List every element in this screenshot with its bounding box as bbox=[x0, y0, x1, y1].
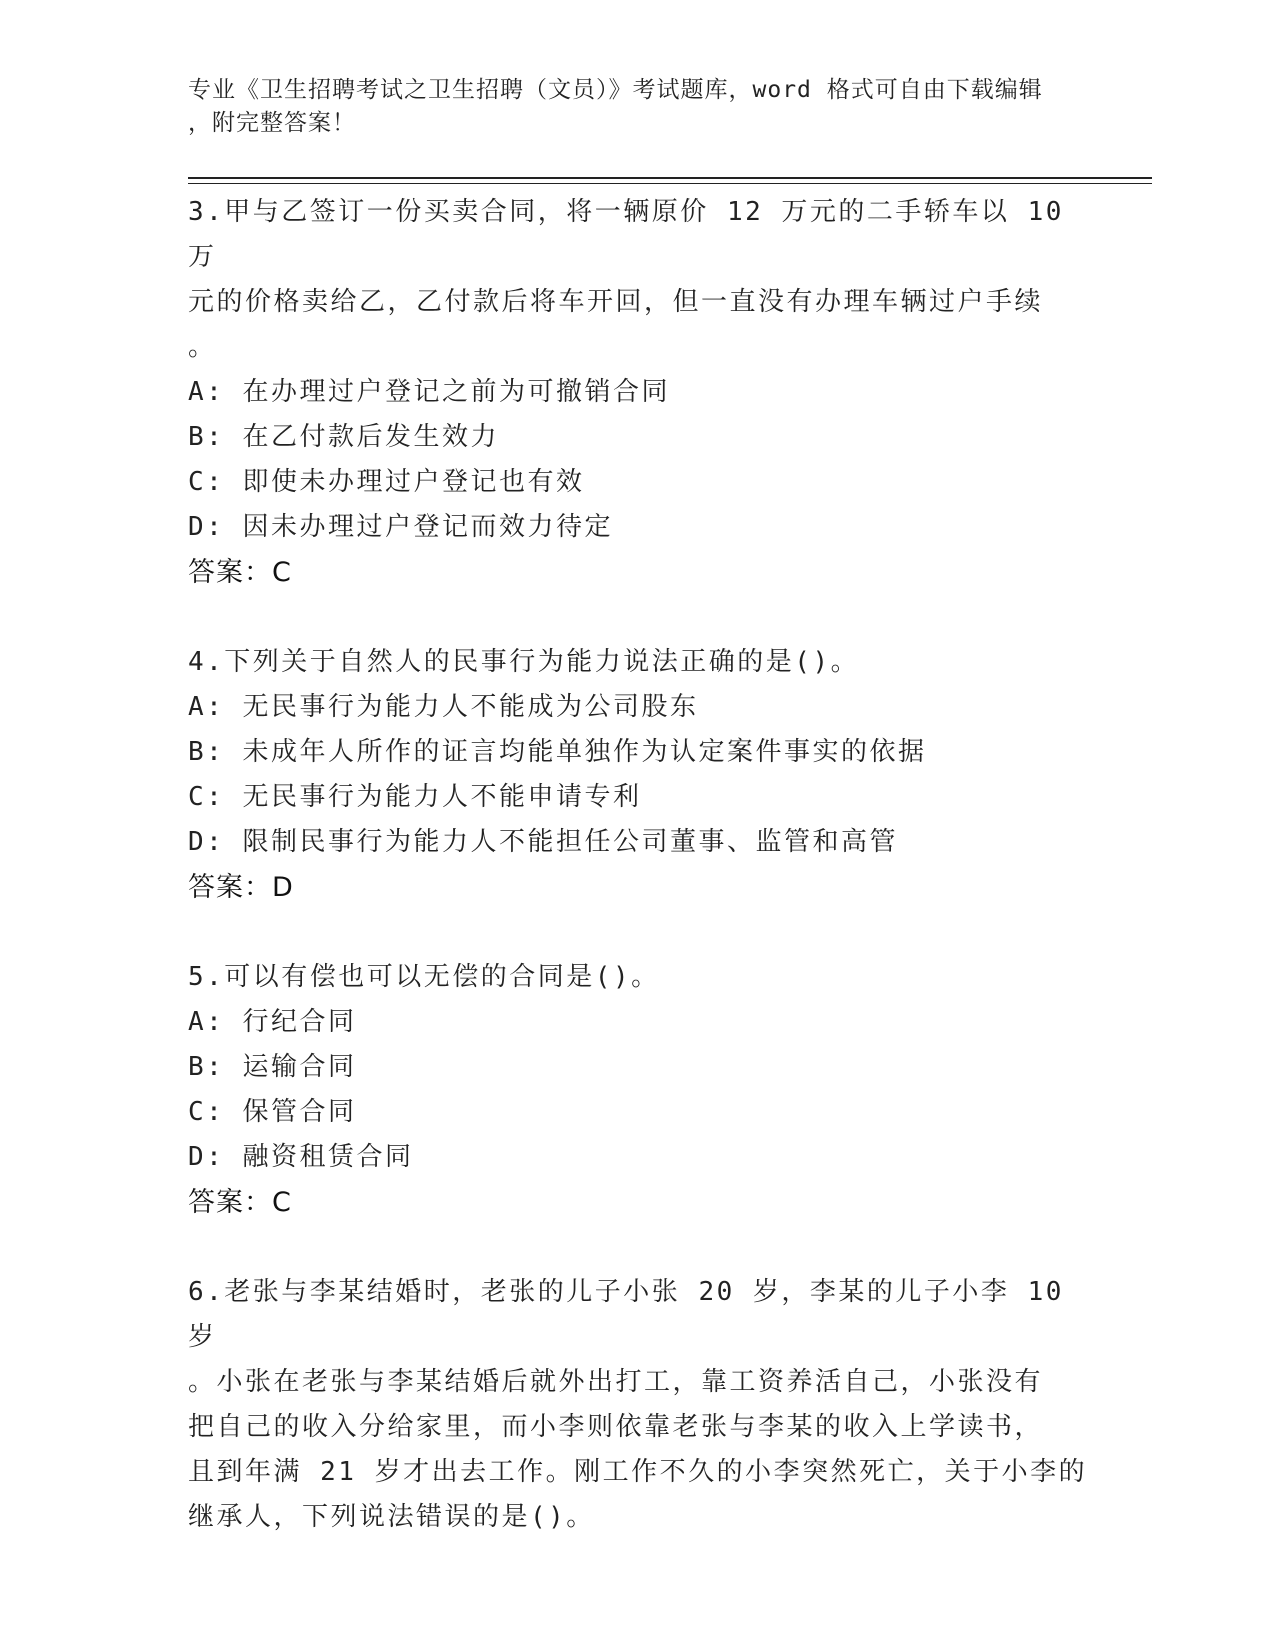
option-b: B: 未成年人所作的证言均能单独作为认定案件事实的依据 bbox=[188, 737, 927, 767]
option-c: C: 即使未办理过户登记也有效 bbox=[188, 467, 585, 497]
option-c: C: 无民事行为能力人不能申请专利 bbox=[188, 782, 642, 812]
question-text-line: 3.甲与乙签订一份买卖合同，将一辆原价 12 万元的二手轿车以 10 万 bbox=[188, 197, 1064, 272]
question-text-line: 继承人，下列说法错误的是()。 bbox=[188, 1502, 595, 1532]
question-6 bbox=[188, 1270, 1088, 1540]
option-a: A: 在办理过户登记之前为可撤销合同 bbox=[188, 377, 670, 407]
question-list bbox=[188, 190, 1088, 1584]
option-c: C: 保管合同 bbox=[188, 1097, 357, 1127]
option-a: A: 行纪合同 bbox=[188, 1007, 357, 1037]
answer: 答案：C bbox=[188, 1187, 292, 1218]
header-rule-thick bbox=[188, 177, 1152, 179]
question-text-line: 且到年满 21 岁才出去工作。刚工作不久的小李突然死亡，关于小李的 bbox=[188, 1457, 1088, 1487]
header-line-1: 专业《卫生招聘考试之卫生招聘（文员）》考试题库，word 格式可自由下载编辑 bbox=[188, 77, 1043, 103]
question-4 bbox=[188, 640, 1088, 911]
question-3 bbox=[188, 190, 1088, 596]
option-b: B: 在乙付款后发生效力 bbox=[188, 422, 499, 452]
question-text-line: 元的价格卖给乙，乙付款后将车开回，但一直没有办理车辆过户手续 bbox=[188, 287, 1044, 317]
question-text-line: 。小张在老张与李某结婚后就外出打工，靠工资养活自己，小张没有 bbox=[188, 1367, 1044, 1397]
answer: 答案：C bbox=[188, 557, 292, 588]
question-text-line: 。 bbox=[188, 332, 217, 362]
option-b: B: 运输合同 bbox=[188, 1052, 357, 1082]
option-d: D: 因未办理过户登记而效力待定 bbox=[188, 512, 613, 542]
question-text-line: 把自己的收入分给家里，而小李则依靠老张与李某的收入上学读书， bbox=[188, 1412, 1044, 1442]
header-rule-thin bbox=[188, 183, 1152, 184]
document-header bbox=[188, 74, 1088, 140]
option-d: D: 限制民事行为能力人不能担任公司董事、监管和高管 bbox=[188, 827, 898, 857]
question-5 bbox=[188, 955, 1088, 1226]
question-text-line: 4.下列关于自然人的民事行为能力说法正确的是()。 bbox=[188, 647, 860, 677]
answer: 答案：D bbox=[188, 872, 294, 903]
option-d: D: 融资租赁合同 bbox=[188, 1142, 414, 1172]
question-text-line: 5.可以有偿也可以无偿的合同是()。 bbox=[188, 962, 660, 992]
question-text-line: 6.老张与李某结婚时，老张的儿子小张 20 岁，李某的儿子小李 10 岁 bbox=[188, 1277, 1064, 1352]
option-a: A: 无民事行为能力人不能成为公司股东 bbox=[188, 692, 699, 722]
header-line-2: ，附完整答案！ bbox=[188, 110, 356, 136]
